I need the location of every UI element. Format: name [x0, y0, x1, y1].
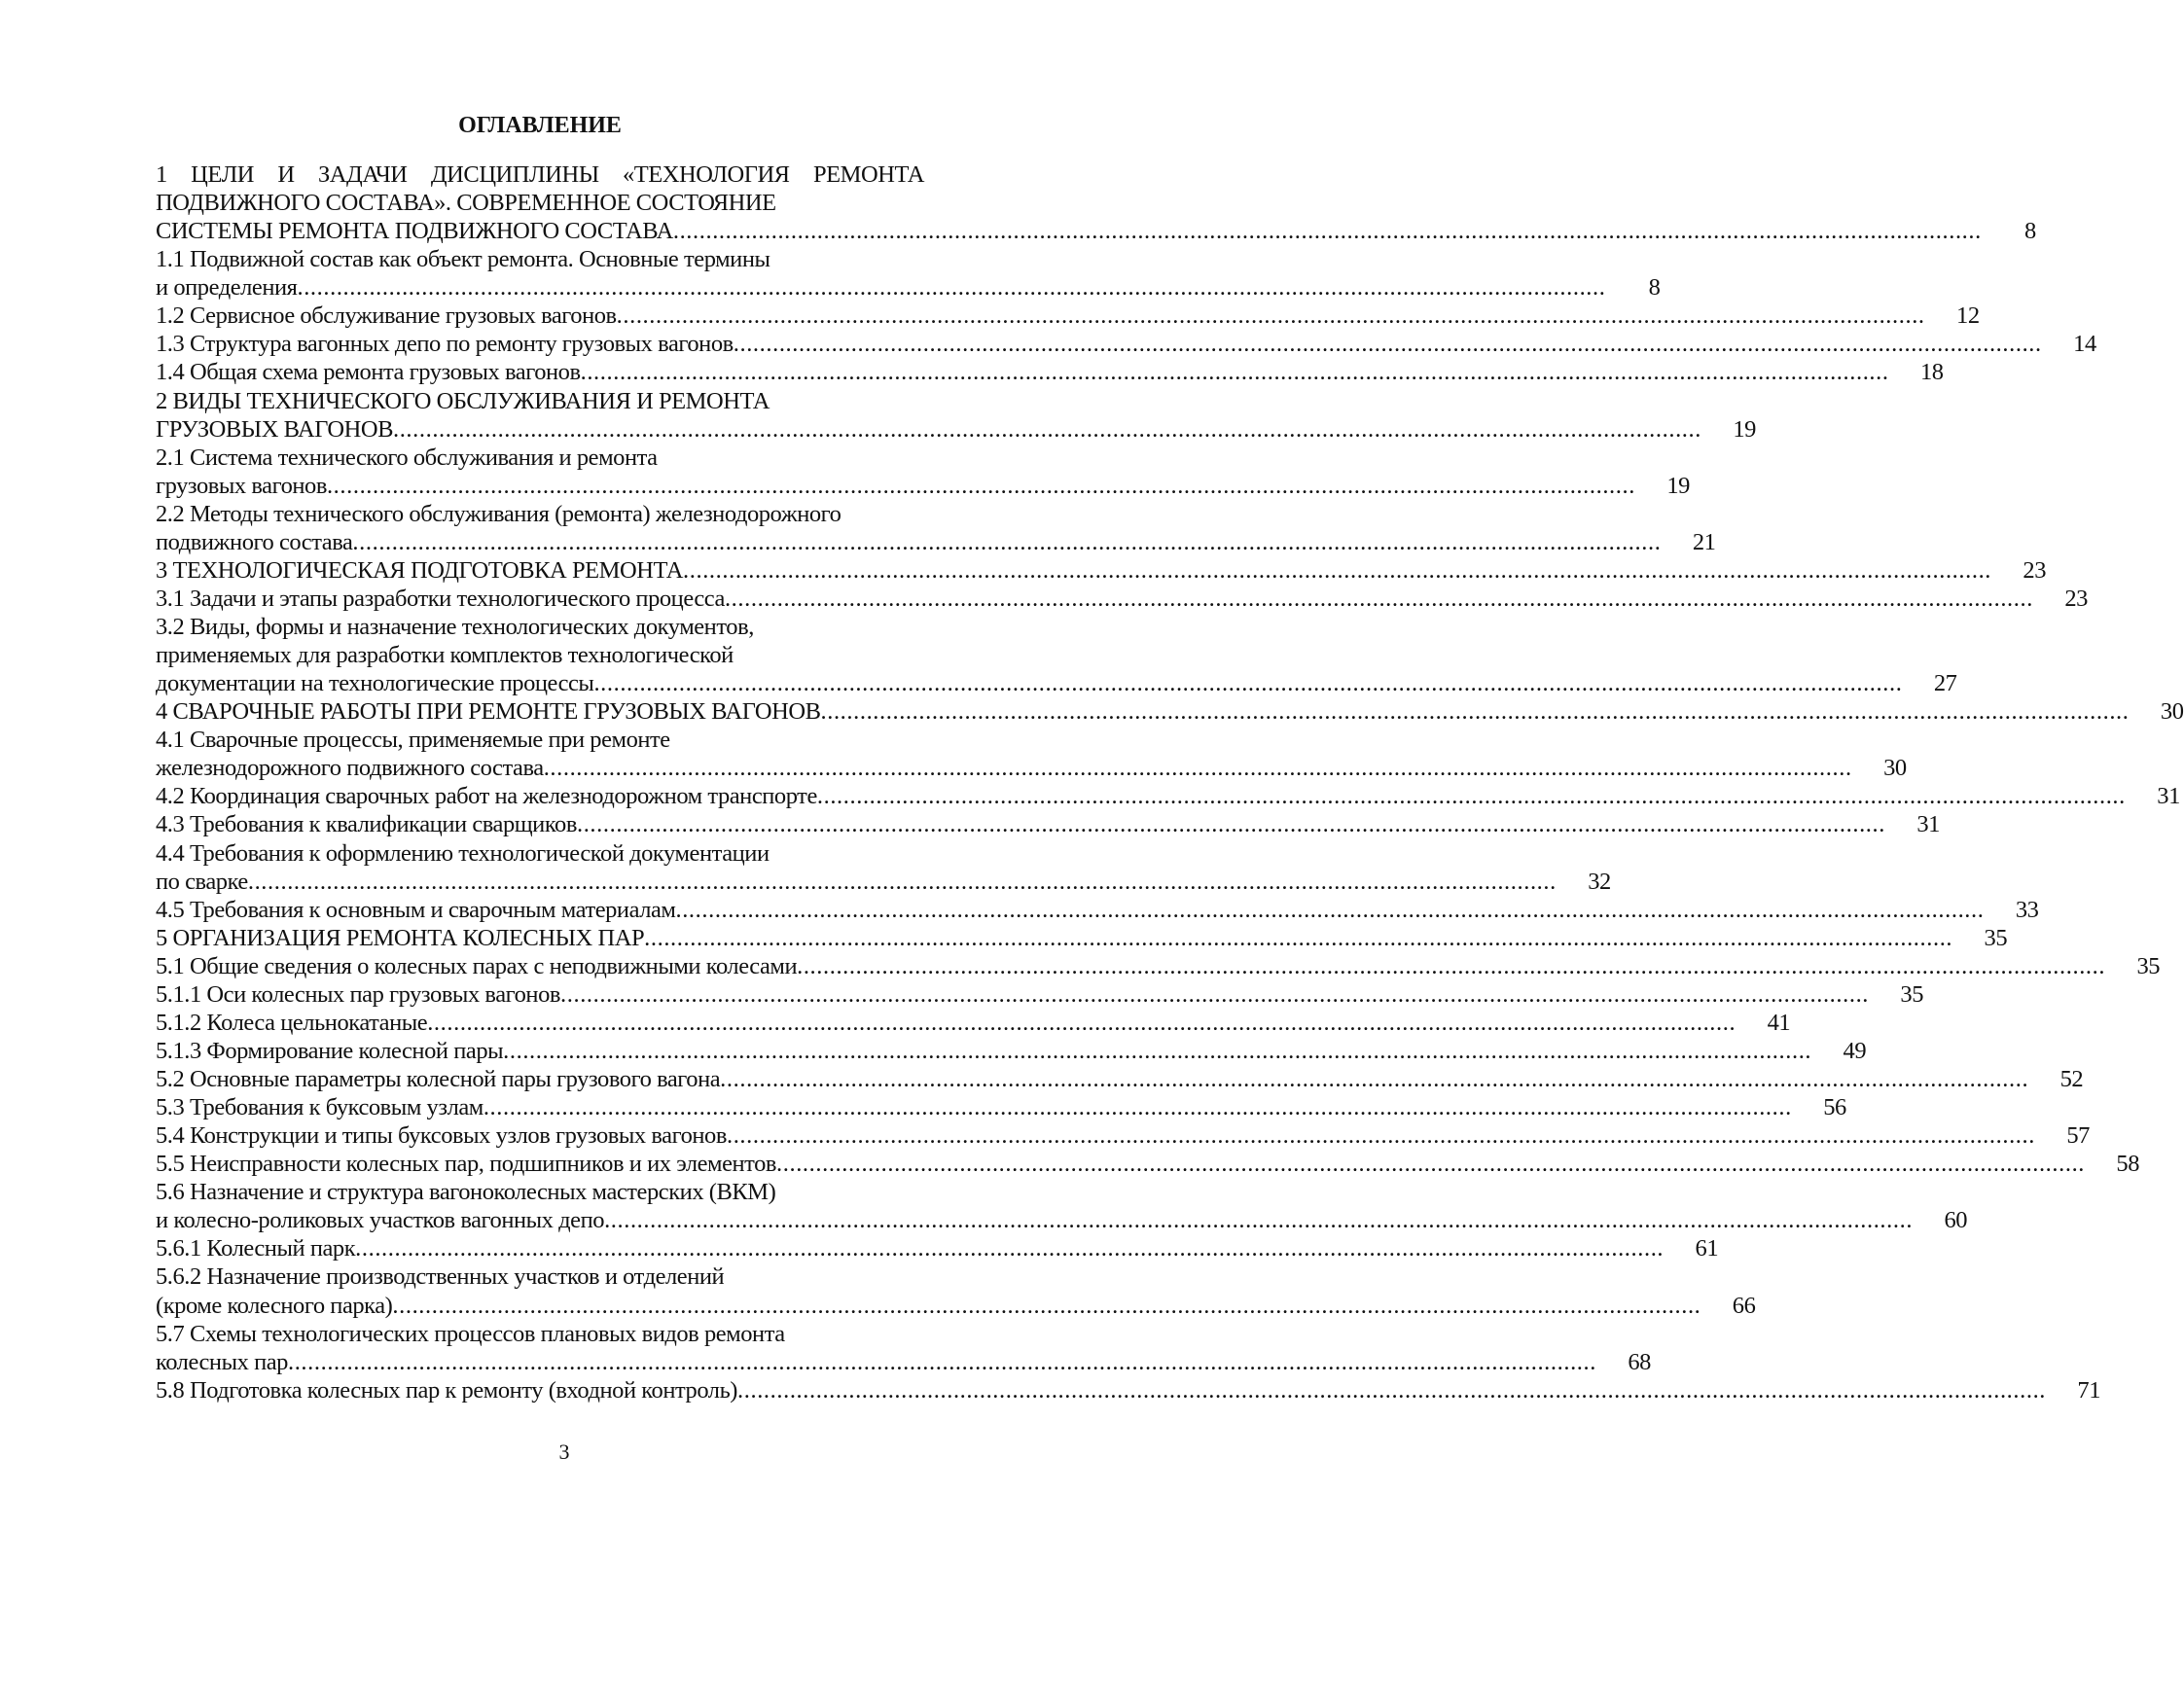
toc-entry-line: 1 ЦЕЛИ И ЗАДАЧИ ДИСЦИПЛИНЫ «ТЕХНОЛОГИЯ РЕМОНТА [156, 161, 924, 188]
toc-entry-title: 3.1 Задачи и этапы разработки технологического процесса [156, 585, 725, 612]
toc-entry-line: 5.7 Схемы технологических процессов плановых видов ремонта [156, 1320, 785, 1347]
dot-leader: ........................................................................................................................................................................................................ [483, 1094, 1792, 1121]
dot-leader: ........................................................................................................................................................................................................ [604, 1207, 1914, 1234]
toc-entry-last-line [156, 868, 1611, 896]
toc-page-number: 23 [2064, 585, 2088, 612]
toc-entry-line: 3.2 Виды, формы и назначение технологических документов, [156, 614, 754, 640]
toc-entry-last-line [156, 952, 2161, 980]
toc-entry-last-line [156, 810, 1940, 838]
toc-entry-line: 5.6 Назначение и структура вагоноколесных мастерских (ВКМ) [156, 1179, 776, 1206]
toc-entry-title: 4.2 Координация сварочных работ на железнодорожном транспорте [156, 783, 817, 810]
page-number: 3 [558, 1439, 570, 1464]
toc-entry-title: документации на технологические процессы [156, 670, 594, 697]
dot-leader: ........................................................................................................................................................................................................ [503, 1037, 1812, 1064]
toc-entry[interactable] [156, 613, 1957, 697]
dot-leader: ........................................................................................................................................................................................................ [683, 556, 1992, 584]
dot-leader: ........................................................................................................................................................................................................ [576, 811, 1885, 838]
toc-page-number: 18 [1919, 359, 1944, 386]
toc-entry-last-line [156, 1037, 1867, 1065]
toc-page-number: 19 [1733, 415, 1756, 443]
toc-page-number: 33 [2015, 896, 2039, 923]
toc-entry-last-line [156, 1206, 1968, 1234]
toc-page-number: 30 [1883, 755, 1907, 782]
toc-entry-last-line [156, 358, 1944, 386]
toc-entry-title: железнодорожного подвижного состава [156, 755, 544, 782]
dot-leader: ........................................................................................................................................................................................................ [326, 472, 1635, 499]
toc-page-number: 56 [1823, 1094, 1846, 1121]
toc-entry[interactable] [156, 839, 1611, 896]
toc-entry-last-line [156, 1292, 1756, 1320]
toc-entry-last-line [156, 556, 2047, 585]
toc-entry[interactable] [156, 585, 2088, 613]
toc-entry[interactable] [156, 810, 1940, 838]
toc-entry-title: 4 СВАРОЧНЫЕ РАБОТЫ ПРИ РЕМОНТЕ ГРУЗОВЫХ ВАГОНОВ [156, 698, 821, 726]
dot-leader: ........................................................................................................................................................................................................ [392, 415, 1701, 443]
toc-entry-last-line [156, 1065, 2084, 1093]
toc-entry-title: и колесно-роликовых участков вагонных депо [156, 1207, 605, 1234]
toc-page-number: 12 [1956, 302, 1980, 330]
toc-page-number: 52 [2059, 1066, 2084, 1092]
dot-leader: ........................................................................................................................................................................................................ [593, 670, 1903, 697]
toc-entry-last-line [156, 1150, 2140, 1178]
dot-leader: ........................................................................................................................................................................................................ [543, 755, 1852, 782]
toc-entry-title: 5.1.1 Оси колесных пар грузовых вагонов [156, 980, 561, 1008]
dot-leader: ........................................................................................................................................................................................................ [672, 218, 1982, 245]
toc-entry-last-line [156, 896, 2039, 924]
toc-entry[interactable] [156, 1009, 1791, 1037]
toc-entry[interactable] [156, 1037, 1867, 1065]
toc-page-number: 35 [2136, 952, 2161, 979]
toc-entry[interactable] [156, 1234, 1719, 1262]
toc-entry-line: 2.2 Методы технического обслуживания (ремонта) железнодорожного [156, 500, 841, 527]
toc-entry[interactable] [156, 302, 1980, 330]
toc-entry-title: 5.3 Требования к буксовым узлам [156, 1094, 483, 1121]
toc-entry[interactable] [156, 1178, 1968, 1234]
toc-entry-line: 5.6.2 Назначение производственных участков и отделений [156, 1263, 725, 1291]
toc-entry[interactable] [156, 952, 2161, 980]
toc-entry-last-line [156, 1376, 2101, 1404]
toc-entry-last-line [156, 1234, 1719, 1262]
dot-leader: ........................................................................................................................................................................................................ [616, 302, 1925, 330]
toc-entry-last-line [156, 924, 2008, 952]
toc-entry-last-line [156, 782, 2180, 810]
toc-entry[interactable] [156, 1376, 2101, 1404]
toc-entry-line: 2 ВИДЫ ТЕХНИЧЕСКОГО ОБСЛУЖИВАНИЯ И РЕМОНТА [156, 387, 770, 414]
toc-entry-title: ГРУЗОВЫХ ВАГОНОВ [156, 415, 393, 443]
toc-entry-last-line [156, 754, 1907, 782]
dot-leader: ........................................................................................................................................................................................................ [392, 1292, 1701, 1319]
toc-page-number: 57 [2066, 1122, 2090, 1150]
toc-entry-title: по сварке [156, 868, 248, 895]
toc-page-number: 32 [1588, 868, 1611, 895]
dot-leader: ........................................................................................................................................................................................................ [352, 528, 1662, 555]
toc-page-number: 21 [1692, 528, 1716, 555]
toc-entry[interactable] [156, 160, 2036, 245]
dot-leader: ........................................................................................................................................................................................................ [560, 980, 1870, 1008]
dot-leader: ........................................................................................................................................................................................................ [720, 1066, 2029, 1092]
dot-leader: ........................................................................................................................................................................................................ [816, 783, 2126, 810]
toc-entry-last-line [156, 528, 1716, 556]
toc-entry-title: колесных пар [156, 1348, 288, 1375]
toc-page-number: 31 [1916, 811, 1940, 838]
dot-leader: ........................................................................................................................................................................................................ [427, 1009, 1736, 1036]
toc-entry[interactable] [156, 697, 2184, 726]
toc-page-number: 60 [1944, 1207, 1968, 1234]
toc-entry-last-line [156, 472, 1690, 500]
toc-entry-title: и определения [156, 274, 298, 302]
dot-leader: ........................................................................................................................................................................................................ [287, 1348, 1596, 1375]
toc-entry-title: 4.3 Требования к квалификации сварщиков [156, 811, 577, 838]
toc-entry-line: ПОДВИЖНОГО СОСТАВА». СОВРЕМЕННОЕ СОСТОЯНИЕ [156, 190, 776, 217]
toc-entry-last-line [156, 697, 2184, 726]
toc-entry-title: 5.8 Подготовка колесных пар к ремонту (входной контроль) [156, 1376, 738, 1404]
toc-entry-title: подвижного состава [156, 528, 353, 555]
toc-entry[interactable] [156, 444, 1690, 500]
toc-page-number: 41 [1767, 1009, 1791, 1036]
toc-entry[interactable] [156, 330, 2096, 358]
toc-entry[interactable] [156, 1121, 2090, 1150]
dot-leader: ........................................................................................................................................................................................................ [297, 274, 1606, 302]
toc-entry-title: 5.1.3 Формирование колесной пары [156, 1037, 504, 1064]
toc-page-number: 27 [1933, 670, 1957, 697]
dot-leader: ........................................................................................................................................................................................................ [644, 924, 1953, 951]
toc-entry-line: 4.4 Требования к оформлению технологической документации [156, 839, 770, 867]
dot-leader: ........................................................................................................................................................................................................ [355, 1235, 1665, 1262]
toc-entry-title: 4.5 Требования к основным и сварочным материалам [156, 896, 676, 923]
toc-entry[interactable] [156, 556, 2047, 585]
toc-entry-last-line [156, 585, 2088, 613]
toc-entry-last-line [156, 217, 2036, 245]
toc-page-number: 58 [2116, 1151, 2140, 1178]
dot-leader: ........................................................................................................................................................................................................ [820, 698, 2130, 726]
toc-entry-title: СИСТЕМЫ РЕМОНТА ПОДВИЖНОГО СОСТАВА [156, 218, 673, 245]
toc-page-number: 14 [2073, 331, 2096, 358]
toc-entry-title: 5.2 Основные параметры колесной пары грузового вагона [156, 1066, 721, 1092]
dot-leader: ........................................................................................................................................................................................................ [733, 331, 2042, 358]
toc-entry-last-line [156, 1009, 1791, 1037]
toc-entry[interactable] [156, 1262, 1756, 1319]
toc-page-number: 71 [2077, 1376, 2101, 1404]
toc-page-number: 61 [1695, 1235, 1719, 1262]
toc-entry-line: 2.1 Система технического обслуживания и ремонта [156, 444, 658, 471]
toc-entry[interactable] [156, 358, 1944, 386]
toc-entry-title: 5 ОРГАНИЗАЦИЯ РЕМОНТА КОЛЕСНЫХ ПАР [156, 924, 645, 951]
toc-page-number: 19 [1666, 472, 1690, 499]
toc-entry[interactable] [156, 726, 1907, 782]
toc-entry-title: 5.6.1 Колесный парк [156, 1235, 356, 1262]
toc-entry-title: (кроме колесного парка) [156, 1292, 393, 1319]
toc-entry[interactable] [156, 1093, 1846, 1121]
toc-entry-last-line [156, 302, 1980, 330]
toc-entry-last-line [156, 1348, 1651, 1376]
toc-entry-last-line [156, 980, 1924, 1009]
toc-title: ОГЛАВЛЕНИЕ [458, 113, 622, 138]
dot-leader: ........................................................................................................................................................................................................ [776, 1151, 2086, 1178]
toc-entry[interactable] [156, 782, 2180, 810]
dot-leader: ........................................................................................................................................................................................................ [580, 359, 1889, 386]
dot-leader: ........................................................................................................................................................................................................ [726, 1122, 2035, 1150]
toc-entry-last-line [156, 669, 1957, 697]
toc-page-number: 35 [1984, 924, 2008, 951]
toc-entry-title: 1.3 Структура вагонных депо по ремонту грузовых вагонов [156, 331, 734, 358]
dot-leader: ........................................................................................................................................................................................................ [675, 896, 1985, 923]
toc-entry[interactable] [156, 1150, 2140, 1178]
toc-entry-last-line [156, 1121, 2090, 1150]
dot-leader: ........................................................................................................................................................................................................ [724, 585, 2033, 612]
toc-entry[interactable] [156, 1320, 1651, 1376]
toc-page-number: 30 [2160, 698, 2184, 726]
toc-entry[interactable] [156, 980, 1924, 1009]
toc-entry-title: 1.4 Общая схема ремонта грузовых вагонов [156, 359, 581, 386]
toc-entry[interactable] [156, 245, 1661, 302]
toc-page-number: 31 [2157, 783, 2180, 810]
dot-leader: ........................................................................................................................................................................................................ [797, 952, 2106, 979]
toc-entry[interactable] [156, 387, 1756, 444]
toc-entry-title: 5.5 Неисправности колесных пар, подшипников и их элементов [156, 1151, 777, 1178]
toc-page-number: 23 [2023, 556, 2047, 584]
toc-page-number: 49 [1843, 1037, 1867, 1064]
toc-entry[interactable] [156, 500, 1716, 556]
toc-entry[interactable] [156, 1065, 2084, 1093]
table-of-contents [156, 160, 2184, 1404]
toc-entry-line: 1.1 Подвижной состав как объект ремонта. Основные термины [156, 246, 770, 273]
toc-entry-title: 5.1 Общие сведения о колесных парах с неподвижными колесами [156, 952, 798, 979]
toc-entry-last-line [156, 273, 1661, 302]
toc-entry-line: 4.1 Сварочные процессы, применяемые при ремонте [156, 727, 670, 754]
dot-leader: ........................................................................................................................................................................................................ [737, 1376, 2047, 1404]
toc-page-number: 8 [1648, 274, 1661, 302]
toc-entry[interactable] [156, 896, 2039, 924]
toc-page-number: 68 [1628, 1348, 1651, 1375]
toc-entry-line: применяемых для разработки комплектов технологической [156, 642, 734, 669]
toc-entry-title: грузовых вагонов [156, 472, 327, 499]
toc-entry-last-line [156, 1093, 1846, 1121]
toc-page-number: 8 [2024, 218, 2036, 245]
toc-entry[interactable] [156, 924, 2008, 952]
toc-entry-last-line [156, 415, 1756, 444]
toc-page-number: 66 [1732, 1292, 1756, 1319]
dot-leader: ........................................................................................................................................................................................................ [247, 868, 1557, 895]
toc-entry-title: 5.4 Конструкции и типы буксовых узлов грузовых вагонов [156, 1122, 727, 1150]
toc-entry-last-line [156, 330, 2096, 358]
toc-entry-title: 3 ТЕХНОЛОГИЧЕСКАЯ ПОДГОТОВКА РЕМОНТА [156, 556, 684, 584]
toc-page-number: 35 [1900, 980, 1924, 1008]
toc-entry-title: 5.1.2 Колеса цельнокатаные [156, 1009, 428, 1036]
toc-entry-title: 1.2 Сервисное обслуживание грузовых вагонов [156, 302, 617, 330]
